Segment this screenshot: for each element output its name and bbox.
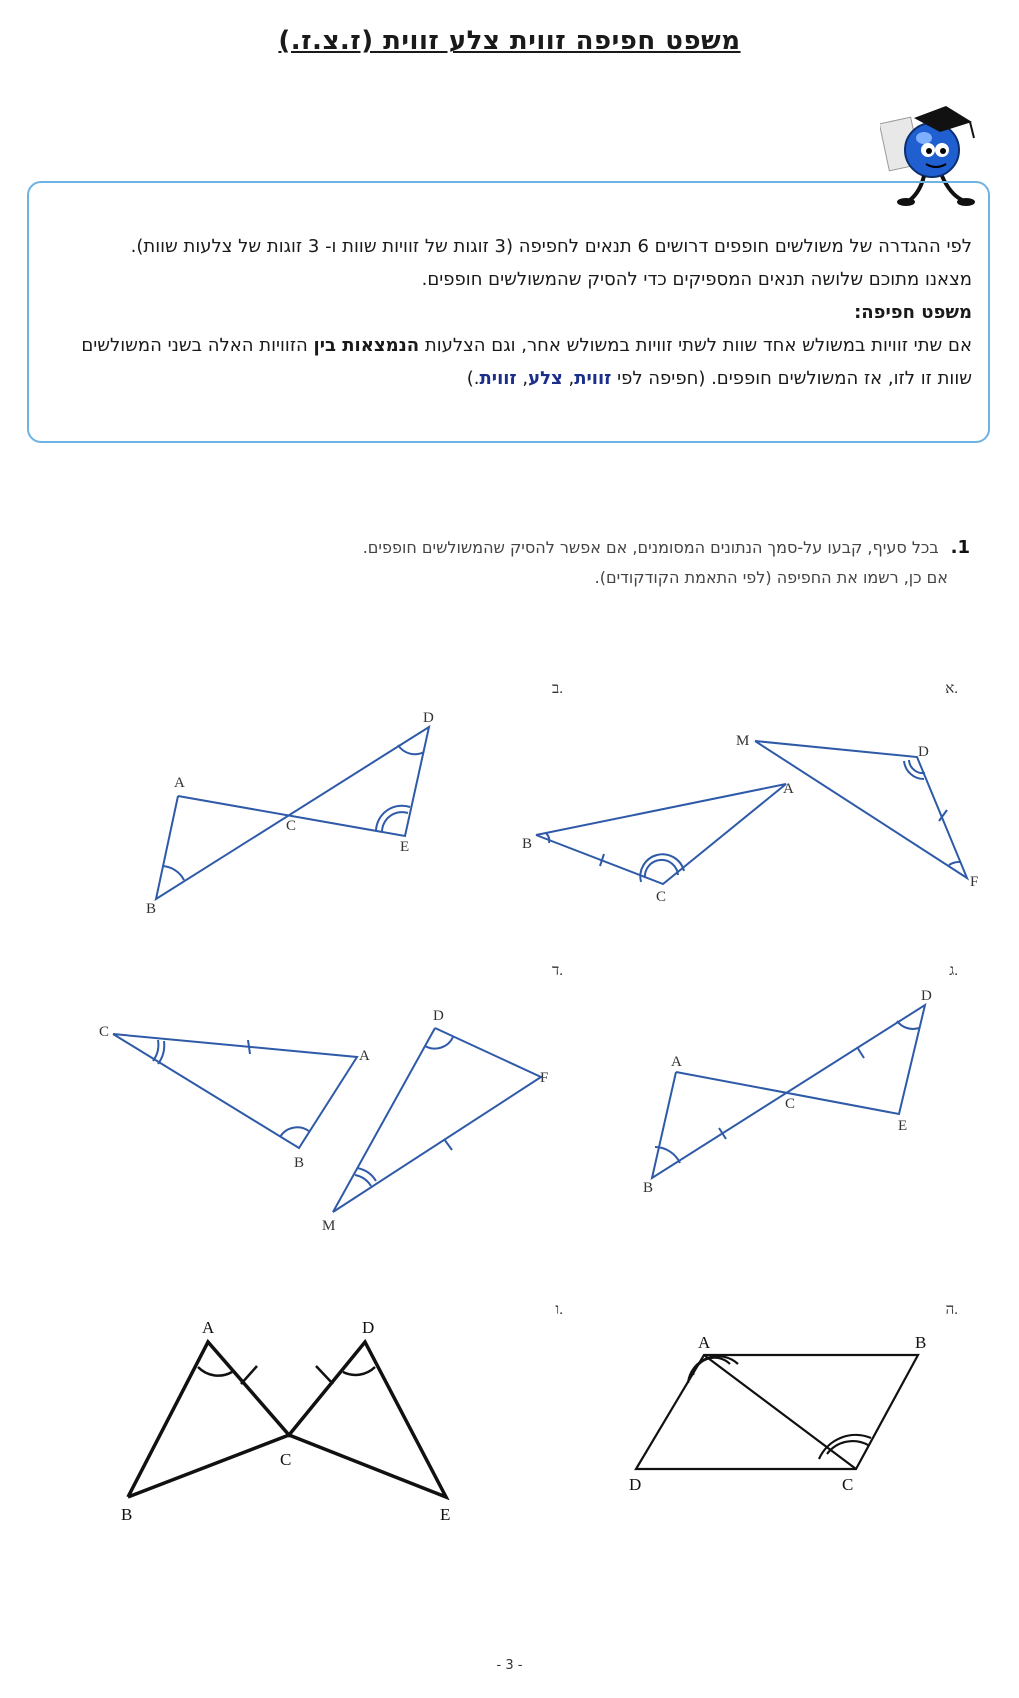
vertex-label: B <box>915 1333 927 1352</box>
question-number: 1. <box>950 537 970 558</box>
vertex-label: B <box>643 1180 654 1196</box>
question-1 <box>250 533 970 593</box>
vertex-label: F <box>540 1070 549 1086</box>
figure-e <box>636 1355 918 1469</box>
figure-a <box>536 741 967 884</box>
vertex-label: D <box>423 710 434 726</box>
vertex-label: E <box>440 1505 451 1524</box>
vertex-label: B <box>522 836 533 852</box>
vertex-label: M <box>322 1218 336 1234</box>
vertex-label: D <box>433 1008 444 1024</box>
page-number: - 3 - <box>496 1658 523 1673</box>
vertex-label: F <box>970 874 979 890</box>
section-label-a: א. <box>945 681 958 697</box>
figure-b <box>156 727 429 899</box>
vertex-label: B <box>146 901 157 917</box>
vertex-label: C <box>99 1024 110 1040</box>
section-label-f: ו. <box>555 1302 563 1318</box>
vertex-label: A <box>359 1048 370 1064</box>
vertex-label: A <box>698 1333 711 1352</box>
page-title: משפט חפיפה זווית צלע זווית (ז.צ.ז.) <box>278 26 741 56</box>
definition-text <box>42 230 972 395</box>
vertex-label: A <box>202 1318 215 1337</box>
question-line-1: בכל סעיף, קבעו על-סמך הנתונים המסומנים, אם אפשר להסיק שהמשולשים חופפים. <box>362 538 939 557</box>
vertex-label: B <box>121 1505 133 1524</box>
vertex-label: B <box>294 1155 305 1171</box>
theorem-text: אם שתי זוויות במשולש אחד שוות לשתי זוויות במשולש אחר, וגם הצלעות הנמצאות בין הזוויות האלה בשני המשולשים שוות זו לזו, אז המשולשים חופפים. (חפיפה לפי זווית, צלע, זווית.) <box>81 335 972 389</box>
vertex-label: D <box>918 744 929 760</box>
vertex-label: D <box>921 988 932 1004</box>
vertex-label: A <box>783 781 794 797</box>
vertex-label: D <box>629 1475 642 1494</box>
figure-c <box>652 1005 925 1178</box>
question-line-2: אם כן, רשמו את החפיפה (לפי התאמת הקודקודים). <box>594 568 948 587</box>
vertex-label: E <box>898 1118 908 1134</box>
vertex-label: D <box>362 1318 375 1337</box>
vertex-label: C <box>280 1450 292 1469</box>
vertex-label: C <box>656 889 667 905</box>
definition-paragraph: לפי ההגדרה של משולשים חופפים דרושים 6 תנאים לחפיפה (3 זוגות של זוויות שוות ו- 3 זוגות של צלעות שוות). <box>130 236 972 257</box>
vertex-label: A <box>174 775 185 791</box>
section-label-e: ה. <box>945 1302 958 1318</box>
vertex-label: C <box>785 1096 796 1112</box>
definition-paragraph-2: מצאנו מתוכם שלושה תנאים המספיקים כדי להסיק שהמשולשים חופפים. <box>421 269 972 290</box>
section-label-b: ב. <box>552 681 563 697</box>
vertex-label: E <box>400 839 410 855</box>
vertex-label: C <box>286 818 297 834</box>
vertex-label: C <box>842 1475 854 1494</box>
theorem-heading: משפט חפיפה: <box>854 302 972 323</box>
figure-d <box>113 1028 541 1212</box>
vertex-label: M <box>736 733 750 749</box>
section-label-d: ד. <box>552 963 563 979</box>
vertex-label: A <box>671 1054 682 1070</box>
figure-f <box>128 1342 446 1497</box>
section-label-c: ג. <box>949 963 958 979</box>
